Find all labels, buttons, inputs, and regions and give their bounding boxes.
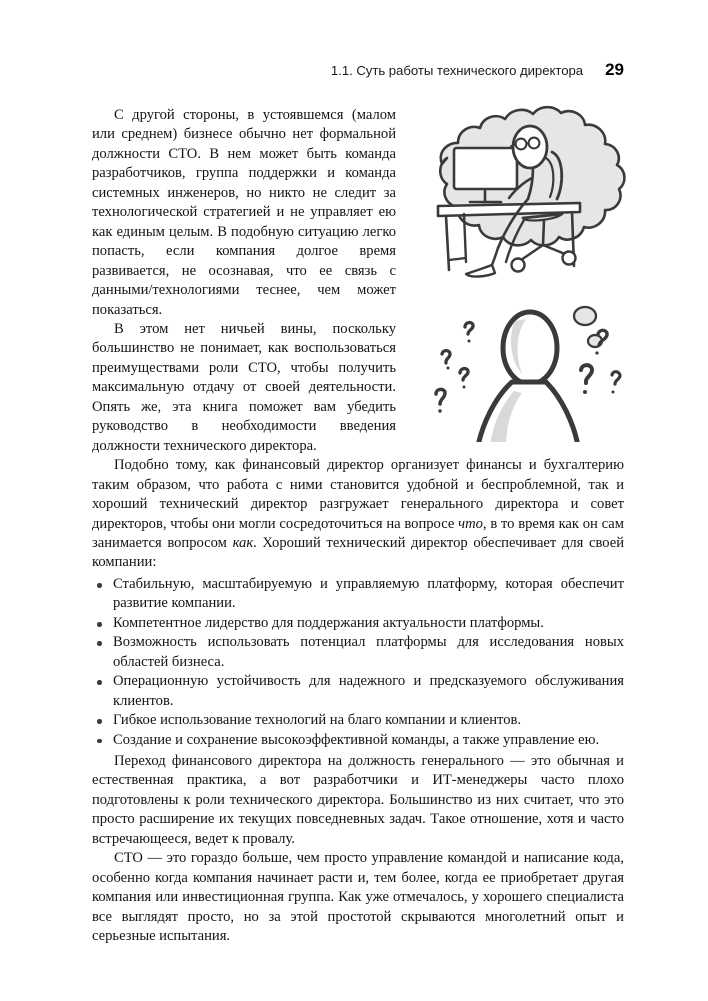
list-item: Возможность использовать потенциал платформы для исследования новых областей бизнеса. <box>92 633 624 672</box>
paragraph-3-text-b: , в то время как он сам занимается вопросом <box>92 515 624 551</box>
question-mark-7-dot <box>612 391 615 394</box>
desk-brace <box>449 258 466 260</box>
paragraph-5: CTO — это гораздо больше, чем просто управление командой и написание кода, особенно когда компания начинает расти и, тем более, когда ее приобретает другая компания или инвестиционная группа. Как уже отмечалось, у хорошего специалиста все выглядят просто, но за этой простотой скрываются многолетний опыт и серьезные испытания. <box>92 850 624 945</box>
chair-base-left <box>521 245 543 260</box>
illustration-svg <box>402 102 634 442</box>
question-mark-5-dot <box>595 351 598 354</box>
monitor-screen <box>454 148 517 189</box>
question-mark-1-dot <box>468 340 471 343</box>
running-head-title: 1.1. Суть работы технического директора <box>330 63 584 78</box>
thought-bubble-puff-large <box>574 307 596 325</box>
benefits-list <box>92 575 624 750</box>
question-mark-7 <box>612 372 620 384</box>
desk-leg-left-front <box>446 216 449 270</box>
paragraph-3-emphasis-chto: что <box>458 515 483 532</box>
question-mark-2 <box>442 351 450 363</box>
running-head <box>0 60 624 82</box>
paragraph-1: С другой стороны, в устоявшемся (малом или среднем) бизнесе обычно нет формальной должности CTO. В нем может быть команда разработчиков, группа поддержки и команда системных инженеров, но никто не следит за технологической стратегией и не управляет ею как единым целым. В подобную ситуацию легко попасть, если компания долгое время развивается, не осознавая, что ее связь с данными/технологиями теснее, чем может показаться. <box>92 107 396 318</box>
paragraph-2: В этом нет ничьей вины, поскольку большинство не понимает, как воспользоваться преимуществами роли CTO, чтобы получить максимальную отдачу от своей деятельности. Опять же, эта книга поможет вам убедить руководство в необходимости введения должности технического директора. <box>92 320 396 454</box>
list-item: Операционную устойчивость для надежного и предсказуемого обслуживания клиентов. <box>92 672 624 711</box>
paragraph-3-text-a: Подобно тому, как финансовый директор организует финансы и бухгалтерию таким образом, что работа с ними становится удобной и беспроблемной, так и хороший технический директор разгружает генерального директора и совет директоров, чтобы они могли сосредоточиться на вопросе <box>92 457 624 532</box>
question-mark-6 <box>581 365 592 383</box>
paragraph-4: Переход финансового директора на должность генерального — это обычная и естественная практика, а вот разработчики и ИТ-менеджеры часто плохо подготовлены к роли технического директора. Большинство из них считает, что это просто расширение их текущих повседневных задач. Такое отношение, хотя и часто встречающееся, ведет к провалу. <box>92 752 624 847</box>
paragraph-3-text-c: . Хороший технический директор обеспечивает для своей компании: <box>92 534 625 571</box>
question-mark-4-dot <box>438 409 441 412</box>
paragraph-3 <box>92 456 624 573</box>
seated-person-shoe <box>466 265 495 277</box>
list-item: Создание и сохранение высокоэффективной команды, а также управление ею. <box>92 731 624 750</box>
seated-person-shin <box>492 248 498 265</box>
standing-person-head <box>503 312 557 384</box>
list-item: Гибкое использование технологий на благо компании и клиентов. <box>92 711 624 730</box>
question-mark-6-dot <box>583 390 587 394</box>
question-mark-3 <box>460 369 468 380</box>
question-mark-3-dot <box>463 386 466 389</box>
question-mark-2-dot <box>447 367 450 370</box>
list-item: Стабильную, масштабируемую и управляемую платформу, которая обеспечит развитие компании. <box>92 575 624 614</box>
illustration-thinking-person <box>402 102 634 442</box>
question-mark-4 <box>436 389 445 404</box>
page-number: 29 <box>605 60 624 79</box>
chair-wheel-left <box>512 259 525 272</box>
text-column <box>92 106 624 946</box>
chair-post <box>543 220 544 245</box>
chair-base-right <box>543 245 565 254</box>
chair-wheel-right <box>563 252 576 265</box>
list-item: Компетентное лидерство для поддержания актуальности платформы. <box>92 614 624 633</box>
paragraph-3-emphasis-kak: как <box>232 534 254 551</box>
question-mark-1 <box>465 323 473 334</box>
